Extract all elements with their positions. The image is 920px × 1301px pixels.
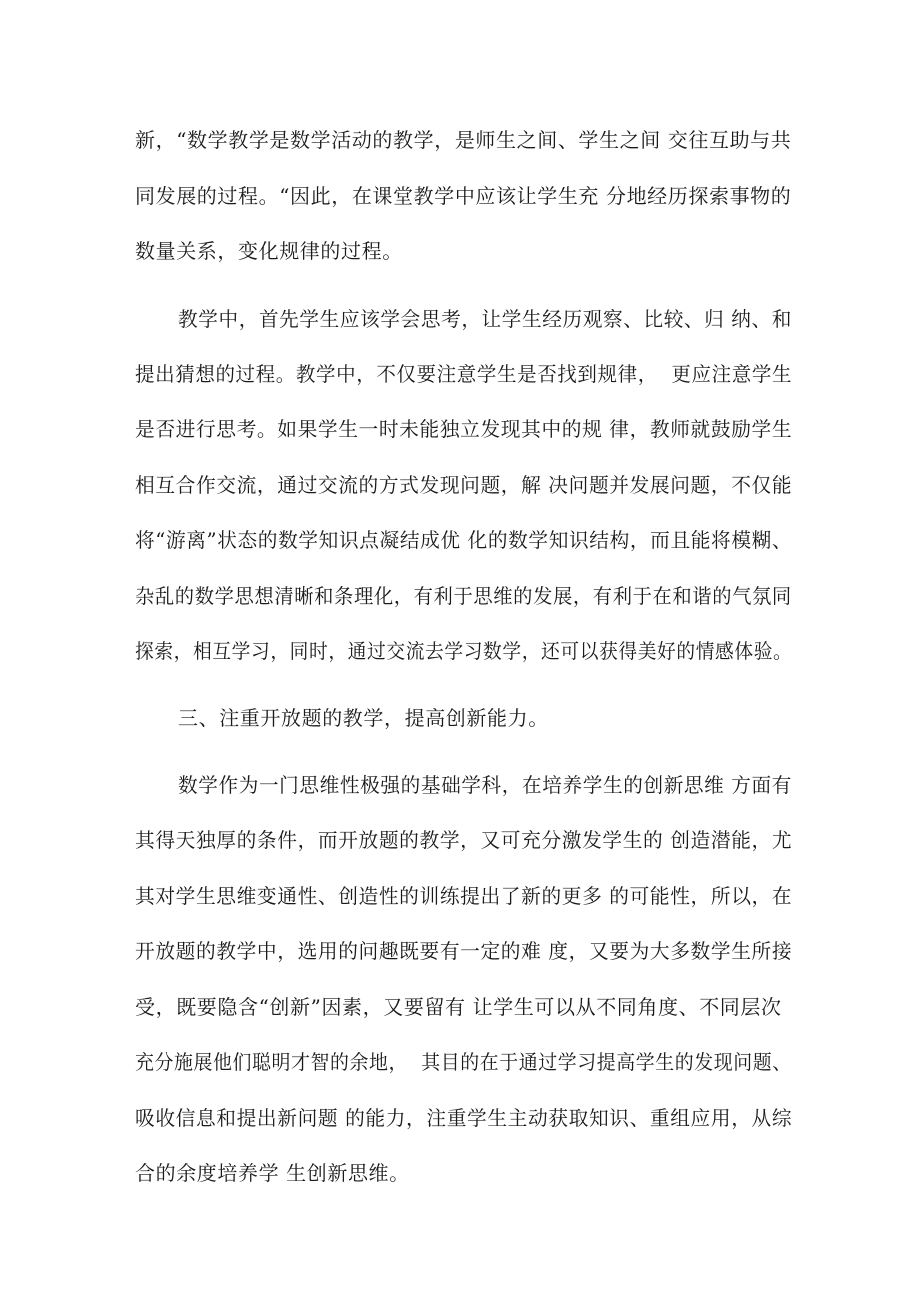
text-line: 受，既要隐含“创新”因素，又要留有 让学生可以从不同角度、不同层次 bbox=[135, 995, 782, 1019]
text-line: 相互合作交流，通过交流的方式发现问题，解 决问题并发展问题，不仅能 bbox=[135, 473, 793, 497]
text-line: 教学中，首先学生应该学会思考，让学生经历观察、比较、归 纳、和 bbox=[178, 307, 792, 331]
text-line: 开放题的教学中，选用的问趣既要有一定的难 度，又要为大多数学生所接 bbox=[135, 939, 793, 963]
text-line: 数量关系，变化规律的过程。 bbox=[135, 239, 403, 263]
text-line: 其对学生思维变通性、创造性的训练提出了新的更多 的可能性，所以，在 bbox=[135, 884, 793, 908]
text-line: 合的余度培养学 生创新思维。 bbox=[135, 1161, 410, 1185]
text-line: 提出猜想的过程。教学中，不仅要注意学生是否找到规律， 更应注意学生 bbox=[135, 362, 793, 386]
text-line: 同发展的过程。“因此，在课堂教学中应该让学生充 分地经历探索事物的 bbox=[135, 184, 792, 208]
text-line: 将“游离”状态的数学知识点凝结成优 化的数学知识结构，而且能将模糊、 bbox=[135, 528, 793, 552]
section-heading: 三、注重开放题的教学，提高创新能力。 bbox=[178, 706, 549, 730]
text-line: 探索，相互学习，同时，通过交流去学习数学，还可以获得美好的情感体验。 bbox=[135, 639, 793, 663]
text-line: 杂乱的数学思想清晰和条理化，有利于思维的发展，有利于在和谐的气氛同 bbox=[135, 584, 792, 608]
text-line: 新，“数学教学是数学活动的教学，是师生之间、学生之间 交往互助与共 bbox=[135, 128, 792, 152]
text-line: 其得天独厚的条件，而开放题的教学，又可充分激发学生的 创造潜能，尤 bbox=[135, 828, 793, 852]
text-line: 是否进行思考。如果学生一时未能独立发现其中的规 律，教师就鼓励学生 bbox=[135, 417, 793, 441]
text-line: 吸收信息和提出新问题 的能力，注重学生主动获取知识、重组应用，从综 bbox=[135, 1106, 793, 1130]
text-line: 数学作为一门思维性极强的基础学科，在培养学生的创新思维 方面有 bbox=[178, 773, 792, 797]
text-line: 充分施展他们聪明才智的余地， 其目的在于通过学习提高学生的发现问题、 bbox=[135, 1050, 792, 1074]
